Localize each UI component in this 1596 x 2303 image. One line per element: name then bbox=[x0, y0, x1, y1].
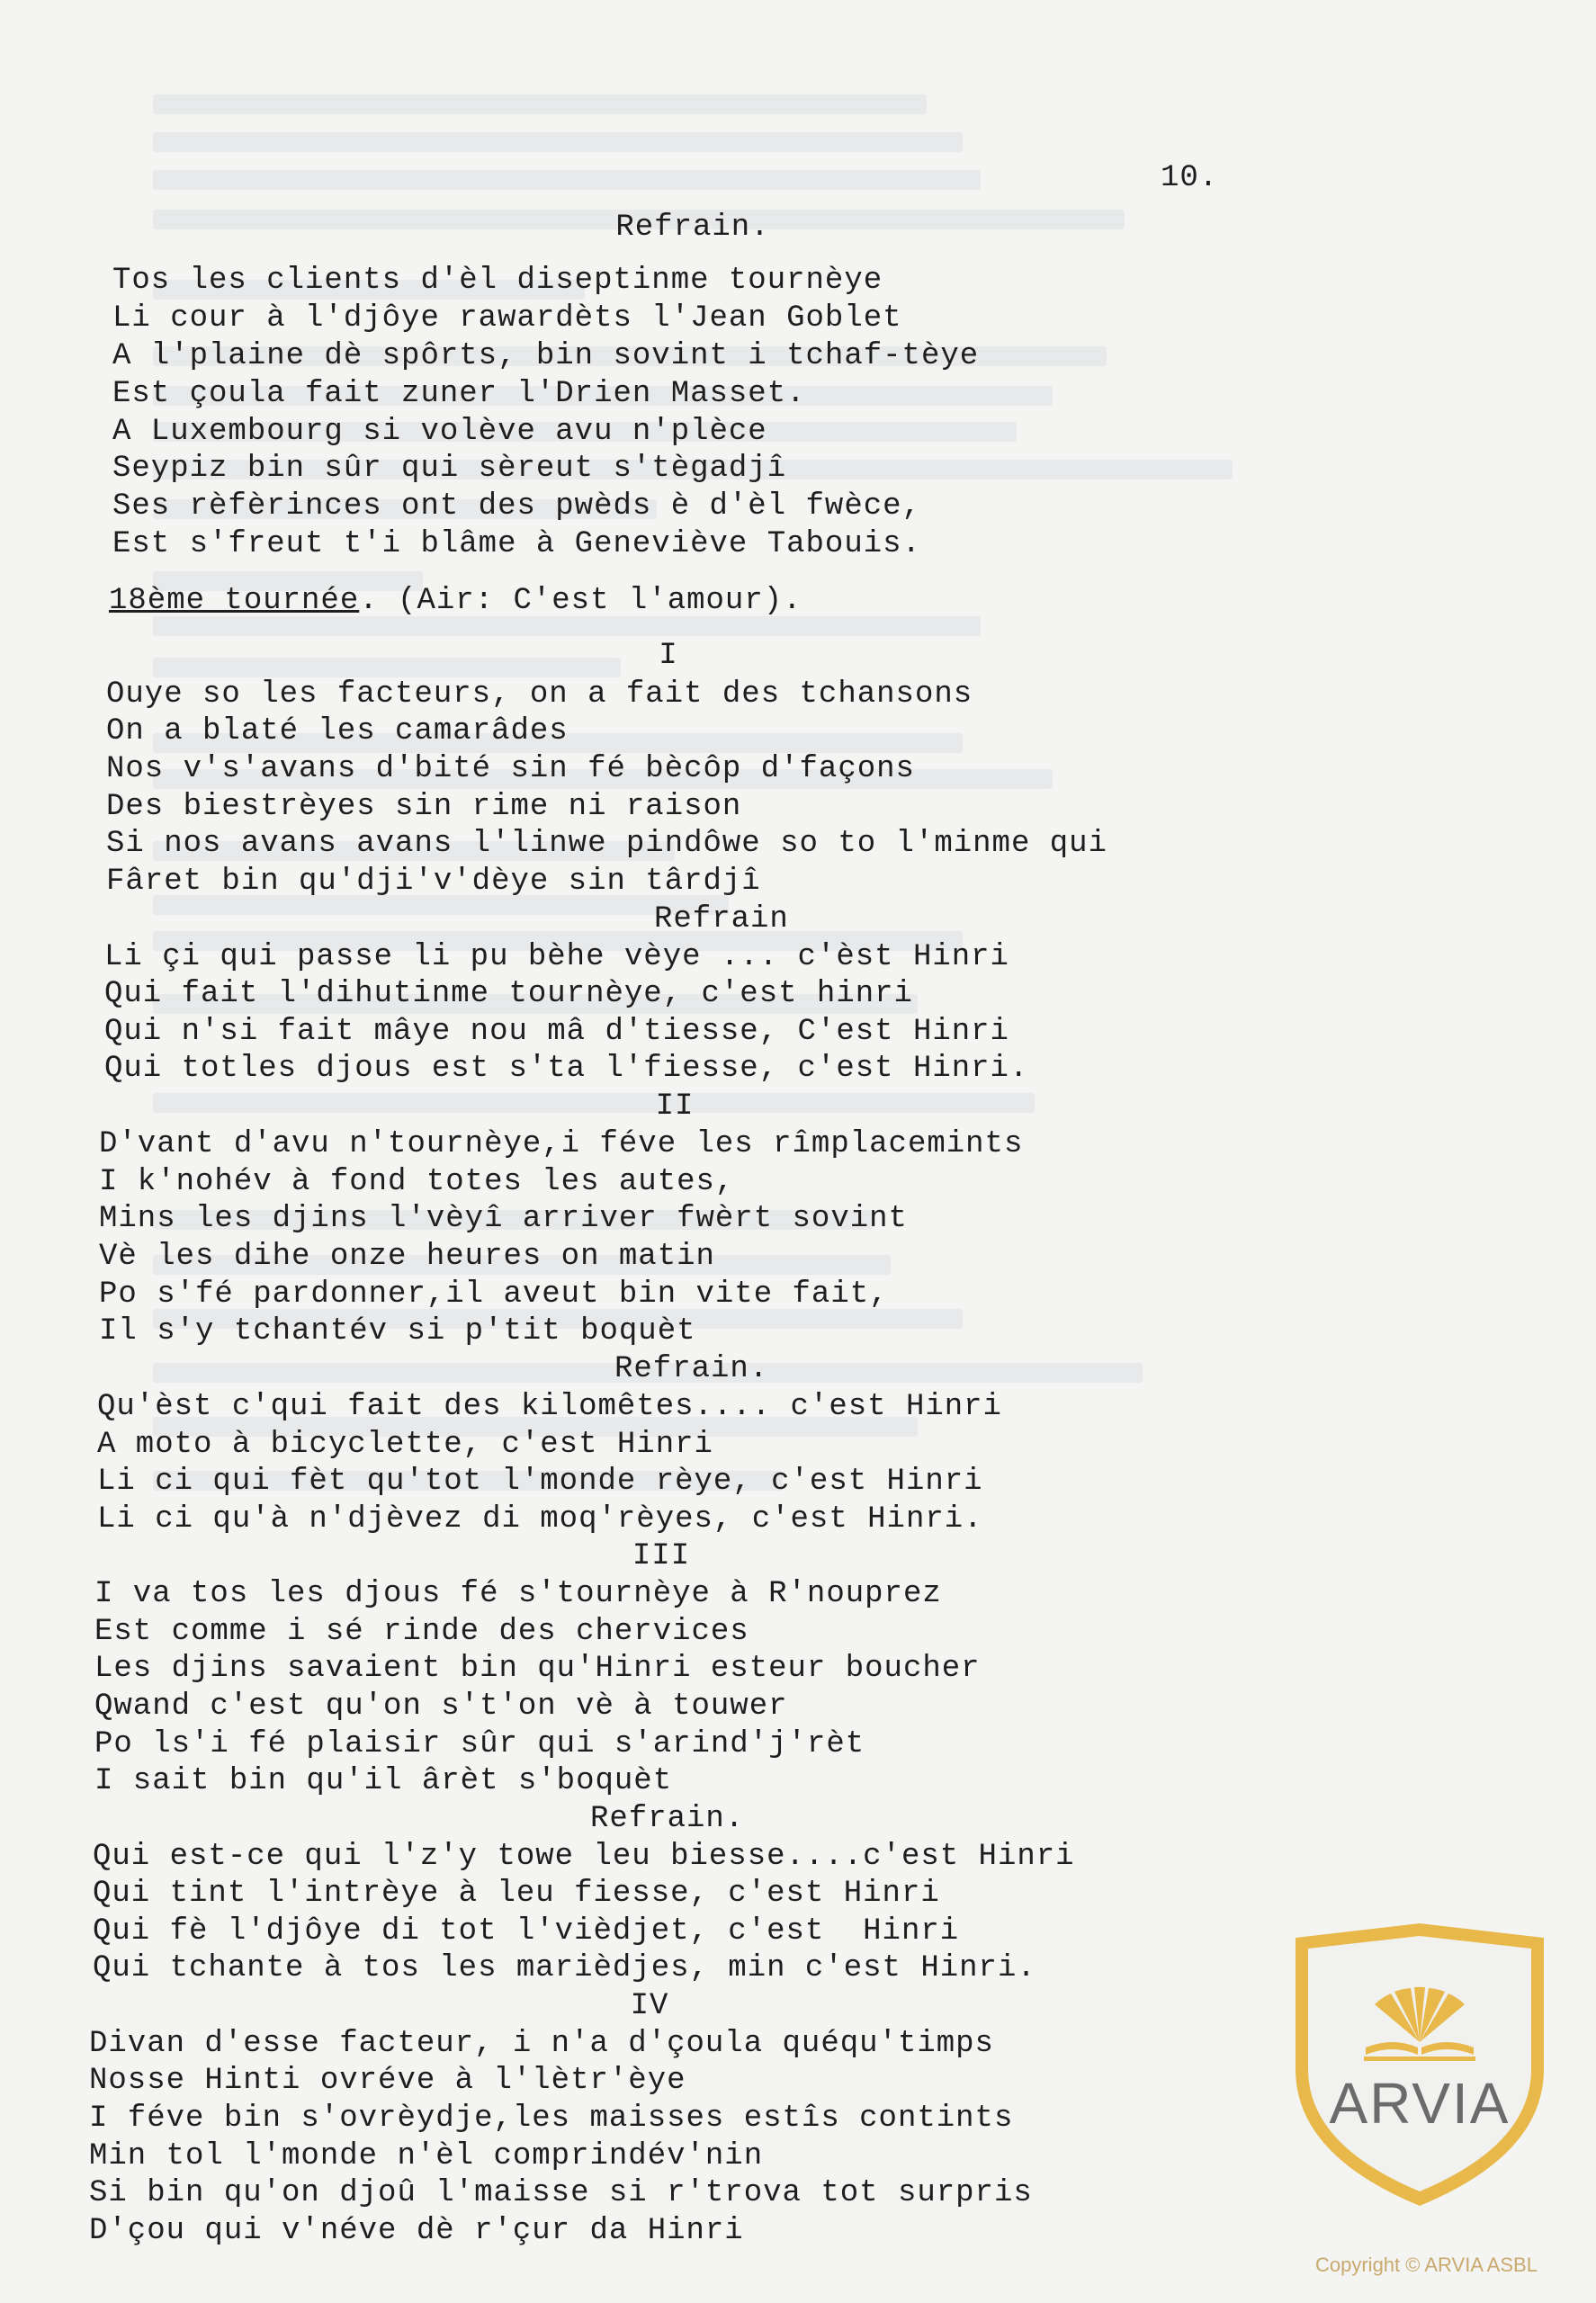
verse-line: Est s'freut t'i blâme à Geneviève Tabouis. bbox=[112, 527, 921, 561]
arvia-shield-icon bbox=[1285, 1916, 1555, 2213]
refrain-line: Qui tint l'intrèye à leu fiesse, c'est Hinri bbox=[93, 1877, 940, 1911]
verse-line: Po ls'i fé plaisir sûr qui s'arind'j'rèt bbox=[94, 1727, 865, 1761]
refrain-line: Li ci qui fèt qu'tot l'monde rèye, c'est Hinri bbox=[97, 1465, 983, 1499]
refrain-line: Qui tchante à tos les marièdjes, min c'est Hinri. bbox=[93, 1951, 1036, 1985]
refrain-line: Li çi qui passe li pu bèhe vèye ... c'èst Hinri bbox=[104, 940, 1009, 974]
verse-line: On a blaté les camarâdes bbox=[106, 714, 569, 748]
section-numeral: IV bbox=[630, 1989, 669, 2023]
refrain-line: Li ci qu'à n'djèvez di moq'rèyes, c'est Hinri. bbox=[97, 1502, 983, 1537]
refrain-heading: Refrain. bbox=[590, 1802, 745, 1836]
tour-heading-title: 18ème tournée bbox=[109, 584, 360, 618]
verse-line: Si bin qu'on djoû l'maisse si r'trova tot surpris bbox=[89, 2176, 1033, 2210]
verse-line: D'çou qui v'néve dè r'çur da Hinri bbox=[89, 2214, 744, 2248]
refrain-line: Qui n'si fait mâye nou mâ d'tiesse, C'est Hinri bbox=[104, 1015, 1009, 1049]
refrain-line: Qui fait l'dihutinme tournèye, c'est hinri bbox=[104, 977, 913, 1011]
refrain-line: Qui fè l'djôye di tot l'vièdjet, c'est Hinri bbox=[93, 1914, 960, 1949]
copyright-notice: Copyright © ARVIA ASBL bbox=[1315, 2254, 1538, 2276]
verse-line: A l'plaine dè spôrts, bin sovint i tchaf-tèye bbox=[112, 339, 980, 373]
verse-line: Po s'fé pardonner,il aveut bin vite fait, bbox=[99, 1277, 889, 1312]
refrain-heading: Refrain. bbox=[614, 1352, 769, 1386]
arvia-logo bbox=[1285, 1916, 1555, 2213]
verse-line: Tos les clients d'èl diseptinme tournèye bbox=[112, 264, 883, 298]
verse-line: Min tol l'monde n'èl comprindév'nin bbox=[89, 2139, 764, 2173]
refrain-line: Qu'èst c'qui fait des kilomêtes.... c'est Hinri bbox=[97, 1390, 1002, 1424]
verse-line: Li cour à l'djôye rawardèts l'Jean Goblet bbox=[112, 301, 902, 336]
refrain-line: Qui est-ce qui l'z'y towe leu biesse....c'est Hinri bbox=[93, 1840, 1075, 1874]
verse-line: I sait bin qu'il ârèt s'boquèt bbox=[94, 1764, 673, 1798]
verse-line: Fâret bin qu'dji'v'dèye sin târdjî bbox=[106, 865, 761, 899]
verse-line: Ses rèfèrinces ont des pwèds è d'èl fwèce, bbox=[112, 489, 921, 524]
verse-line: D'vant d'avu n'tournèye,i féve les rîmplacemints bbox=[99, 1127, 1024, 1161]
verse-line: Mins les djins l'vèyî arriver fwèrt sovint bbox=[99, 1202, 908, 1236]
refrain-line: Qui totles djous est s'ta l'fiesse, c'est Hinri. bbox=[104, 1052, 1029, 1086]
verse-line: Est çoula fait zuner l'Drien Masset. bbox=[112, 377, 806, 411]
verse-line: Qwand c'est qu'on s't'on vè à touwer bbox=[94, 1689, 788, 1724]
refrain-heading: Refrain. bbox=[615, 211, 770, 245]
verse-line: Il s'y tchantév si p'tit boquèt bbox=[99, 1314, 696, 1349]
page-number: 10. bbox=[1161, 161, 1219, 195]
section-numeral: III bbox=[632, 1539, 691, 1573]
verse-line: Divan d'esse facteur, i n'a d'çoula quéqu'timps bbox=[89, 2027, 994, 2061]
refrain-line: A moto à bicyclette, c'est Hinri bbox=[97, 1428, 713, 1462]
tour-heading bbox=[109, 583, 802, 619]
section-numeral: I bbox=[659, 639, 678, 673]
verse-line: Si nos avans avans l'linwe pindôwe so to l'minme qui bbox=[106, 827, 1107, 861]
verse-line: Nos v's'avans d'bité sin fé bècôp d'façons bbox=[106, 752, 915, 786]
logo-wordmark: ARVIA bbox=[1329, 2071, 1511, 2136]
verse-line: I féve bin s'ovrèydje,les maisses estîs contints bbox=[89, 2101, 1014, 2136]
verse-line: Est comme i sé rinde des chervices bbox=[94, 1615, 749, 1649]
refrain-heading: Refrain bbox=[654, 902, 789, 936]
verse-line: Seypiz bin sûr qui sèreut s'tègadjî bbox=[112, 452, 787, 486]
verse-line: Les djins savaient bin qu'Hinri esteur boucher bbox=[94, 1652, 981, 1686]
verse-line: Ouye so les facteurs, on a fait des tchansons bbox=[106, 677, 973, 712]
tour-heading-air: . (Air: C'est l'amour). bbox=[359, 584, 802, 618]
section-numeral: II bbox=[655, 1089, 695, 1124]
verse-line: Nosse Hinti ovréve à l'lètr'èye bbox=[89, 2064, 686, 2098]
verse-line: A Luxembourg si volève avu n'plèce bbox=[112, 415, 767, 449]
verse-line: I va tos les djous fé s'tournèye à R'nouprez bbox=[94, 1577, 942, 1611]
verse-line: Vè les dihe onze heures on matin bbox=[99, 1240, 715, 1274]
verse-line: Des biestrèyes sin rime ni raison bbox=[106, 790, 742, 824]
verse-line: I k'nohév à fond totes les autes, bbox=[99, 1165, 735, 1199]
